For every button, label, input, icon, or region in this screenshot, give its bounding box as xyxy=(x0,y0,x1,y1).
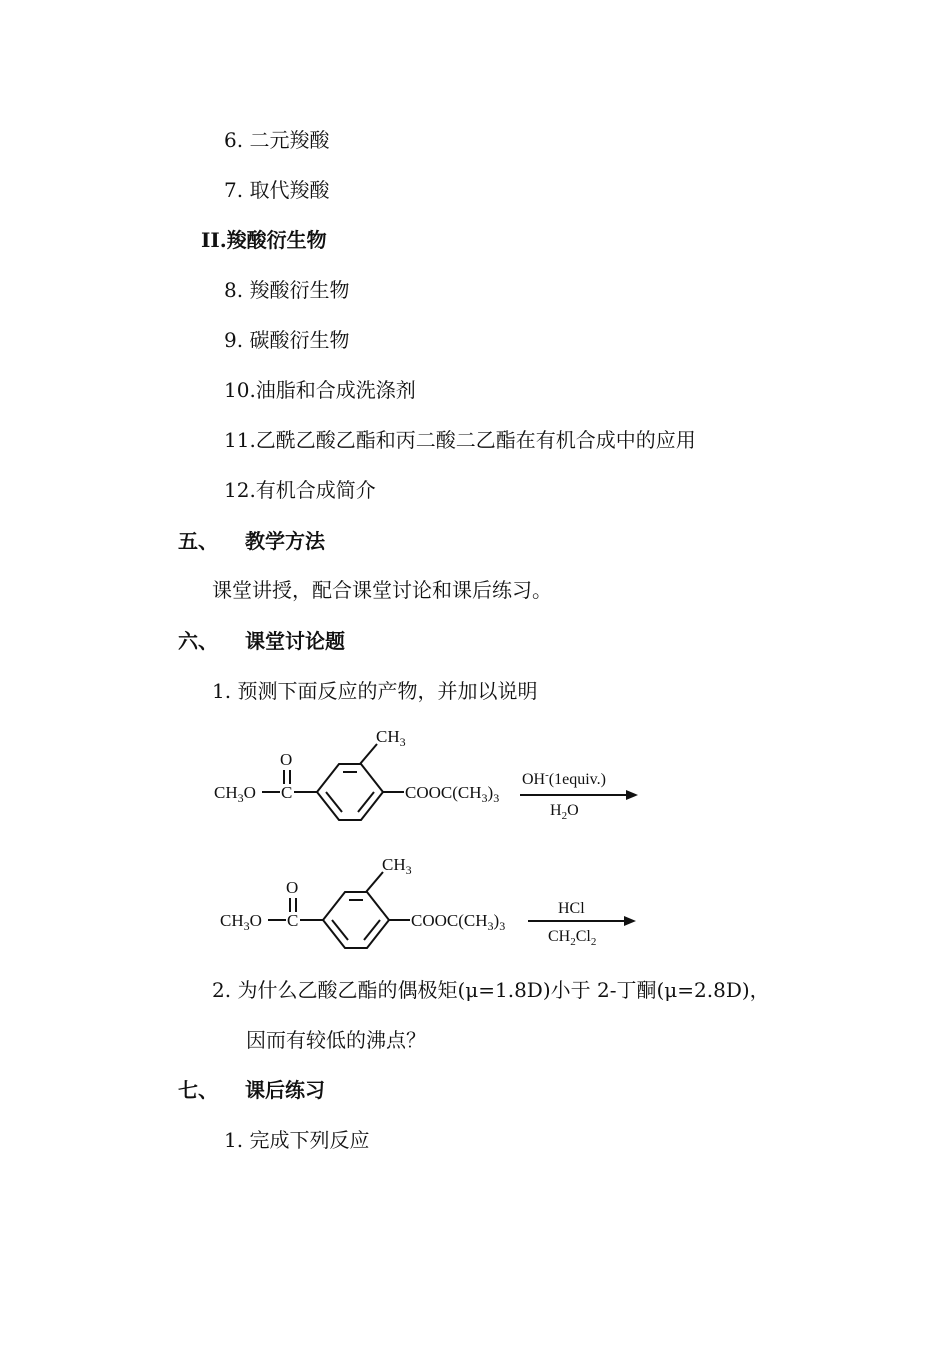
section-5-body: 课堂讲授，配合课堂讨论和课后练习。 xyxy=(212,578,552,602)
reagent-top-label: HCl xyxy=(558,900,585,917)
reagent-top-label: OH-(1equiv.) xyxy=(522,769,606,788)
reaction-1-scheme xyxy=(200,718,660,830)
reaction-arrow-head xyxy=(626,790,638,800)
outline-item-9: 9. 碳酸衍生物 xyxy=(224,328,350,352)
methyl-label: $CH_3$ xyxy=(376,727,406,749)
ring-inner-bond-2 xyxy=(358,792,374,812)
section-7-number: 七、 xyxy=(178,1078,218,1102)
section-5-title: 教学方法 xyxy=(245,529,325,553)
outline-part-2-heading: II.羧酸衍生物 xyxy=(201,228,327,252)
outline-item-11: 11.乙酰乙酸乙酯和丙二酸二乙酯在有机合成中的应用 xyxy=(224,428,696,452)
question-2-line-1: 2. 为什么乙酸乙酯的偶极矩(μ=1.8D)小于 2-丁酮(μ=2.8D)， xyxy=(212,978,770,1002)
outline-item-7: 7. 取代羧酸 xyxy=(224,178,330,202)
carbonyl-oxygen: O xyxy=(286,878,299,897)
carbonyl-carbon: C xyxy=(287,911,299,930)
methyl-label: $CH_3$ xyxy=(382,855,412,877)
outline-item-8: 8. 羧酸衍生物 xyxy=(224,278,350,302)
ring-inner-bond-3 xyxy=(332,920,348,940)
section-7-title: 课后练习 xyxy=(245,1078,325,1102)
reagent-bottom-label: $CH_2Cl_2$ xyxy=(548,928,597,948)
methyl-bond xyxy=(366,872,383,892)
carbonyl-carbon: C xyxy=(281,783,293,802)
ester-group-label: $COOC(CH_3)_3$ xyxy=(405,783,500,805)
ester-group-label: $COOC(CH_3)_3$ xyxy=(411,911,506,933)
exercise-1: 1. 完成下列反应 xyxy=(224,1128,370,1152)
methyl-bond xyxy=(360,744,377,764)
outline-item-12: 12.有机合成简介 xyxy=(224,478,376,502)
section-5-number: 五、 xyxy=(178,529,218,553)
ring-inner-bond-2 xyxy=(364,920,380,940)
section-6-title: 课堂讨论题 xyxy=(245,629,345,653)
methoxy-label: $CH_3O$ xyxy=(220,911,262,933)
reaction-2-scheme xyxy=(206,846,666,958)
outline-item-6: 6. 二元羧酸 xyxy=(224,128,330,152)
methoxy-label: $CH_3O$ xyxy=(214,783,256,805)
carbonyl-oxygen: O xyxy=(280,750,293,769)
outline-item-10: 10.油脂和合成洗涤剂 xyxy=(224,378,416,402)
reagent-bottom-label: $H_2O$ xyxy=(550,802,579,822)
ring-inner-bond-3 xyxy=(326,792,342,812)
question-1: 1. 预测下面反应的产物，并加以说明 xyxy=(212,679,538,703)
question-2-line-2: 因而有较低的沸点？ xyxy=(246,1028,426,1052)
section-6-number: 六、 xyxy=(178,629,218,653)
reaction-arrow-head xyxy=(624,916,636,926)
